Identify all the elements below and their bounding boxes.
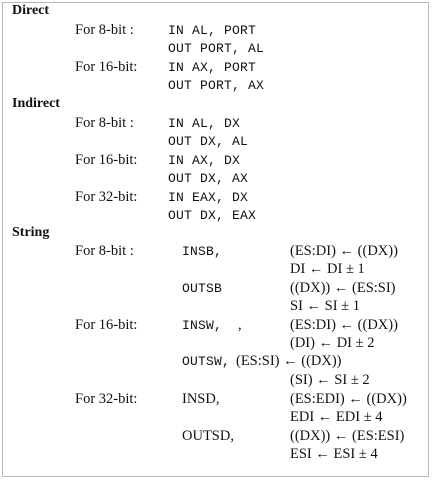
code-line: OUT DX, AX	[168, 171, 249, 186]
instruction: INSB,	[182, 244, 223, 259]
effect-line: ((DX)) ← (ES:ESI)	[290, 428, 405, 444]
code-line: IN AX, PORT	[168, 60, 257, 75]
effect-line: SI ← SI ± 1	[290, 298, 360, 314]
instruction: OUTSB	[182, 281, 223, 296]
group-label: For 8-bit :	[75, 243, 134, 259]
instruction: INSW,	[182, 318, 223, 333]
effect-line: (DI) ← DI ± 2	[290, 335, 375, 351]
section-heading-string: String	[12, 225, 50, 240]
code-line: OUT DX, AL	[168, 134, 249, 149]
code-line: OUT PORT, AX	[168, 78, 265, 93]
section-heading-indirect: Indirect	[12, 96, 60, 111]
section-heading-direct: Direct	[12, 3, 50, 18]
group-label: For 16-bit:	[75, 152, 138, 168]
code-line: IN AL, PORT	[168, 23, 257, 38]
effect-line: ((DX)) ← (ES:SI)	[290, 280, 396, 296]
code-line: OUT DX, EAX	[168, 208, 257, 223]
effect-line: (ES:DI) ← ((DX))	[290, 243, 398, 259]
stray-comma: ,	[238, 317, 242, 333]
effect-line: DI ← DI ± 1	[290, 261, 365, 277]
group-label: For 32-bit:	[75, 391, 138, 407]
effect-line: (SI) ← SI ± 2	[290, 372, 370, 388]
group-label: For 8-bit :	[75, 22, 134, 38]
instruction: OUTSD,	[182, 428, 234, 444]
effect-line: (ES:DI) ← ((DX))	[290, 317, 398, 333]
effect-line: ESI ← ESI ± 4	[290, 446, 378, 462]
effect-line: (ES:SI) ← ((DX))	[236, 353, 342, 369]
group-label: For 32-bit:	[75, 189, 138, 205]
group-label: For 16-bit:	[75, 59, 138, 75]
effect-line: EDI ← EDI ± 4	[290, 409, 383, 425]
group-label: For 16-bit:	[75, 317, 138, 333]
code-line: IN AX, DX	[168, 153, 241, 168]
code-line: IN EAX, DX	[168, 190, 249, 205]
instruction: OUTSW,	[182, 354, 231, 369]
code-line: IN AL, DX	[168, 116, 241, 131]
group-label: For 8-bit :	[75, 115, 134, 131]
instruction: INSD,	[182, 391, 220, 407]
effect-line: (ES:EDI) ← ((DX))	[290, 391, 407, 407]
code-line: OUT PORT, AL	[168, 41, 265, 56]
